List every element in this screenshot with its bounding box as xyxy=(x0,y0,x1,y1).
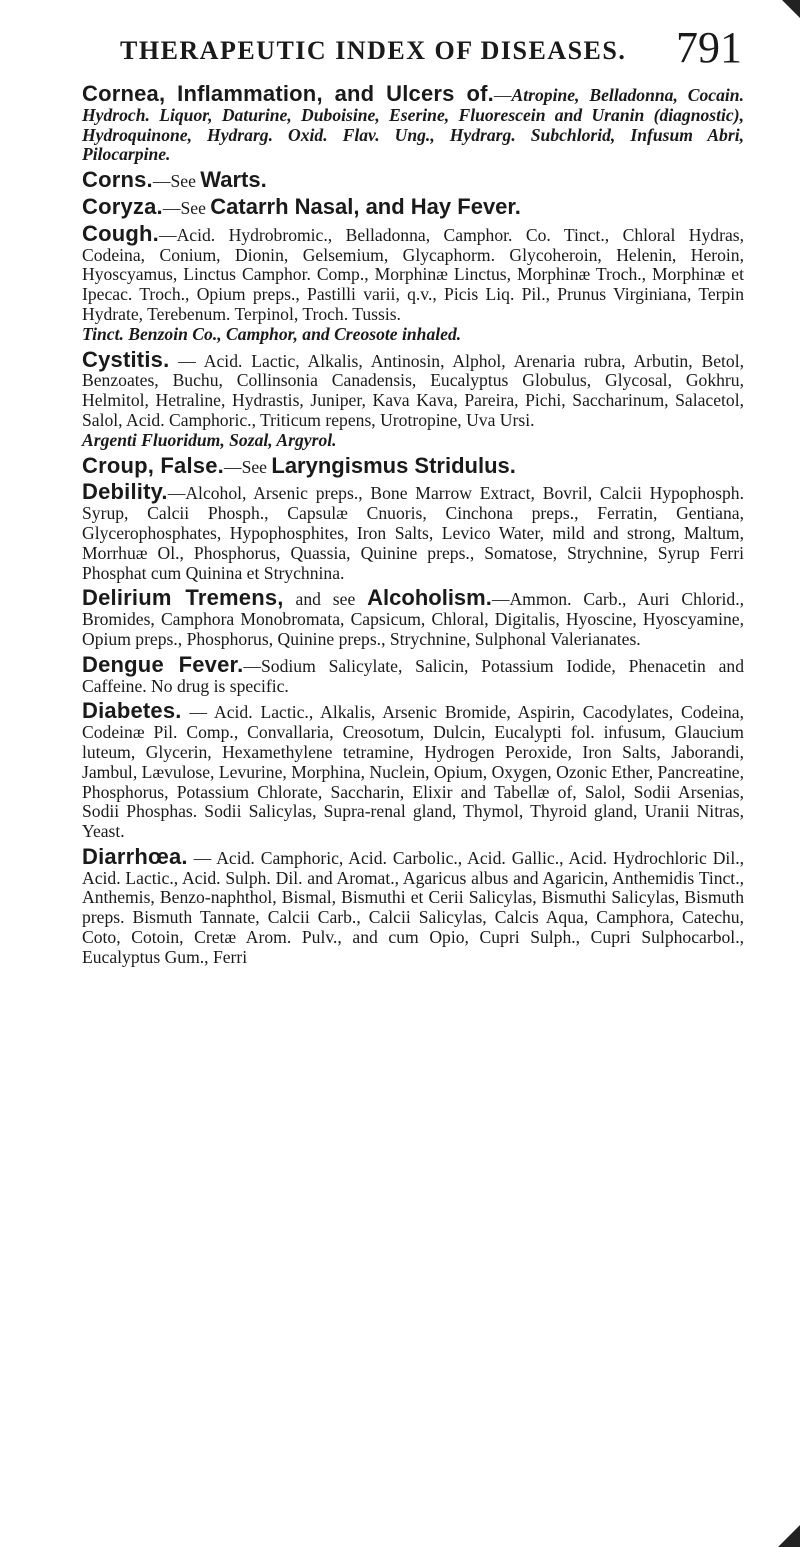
entry-term: Diabetes. xyxy=(82,698,182,724)
entry-term: Debility. xyxy=(82,479,168,505)
entry-cross-reference: Catarrh Nasal, and Hay Fever. xyxy=(210,193,521,219)
entry-term: Dengue Fever. xyxy=(82,651,244,677)
entry-term: Coryza. xyxy=(82,193,163,219)
entry-croup-false xyxy=(82,452,744,478)
entry-dash: —See xyxy=(152,171,201,192)
entry-diabetes xyxy=(82,698,745,842)
entry-cross-reference: Warts. xyxy=(200,167,267,193)
entry-text: Acid. Hydrobromic., Belladonna, Camphor. Co. Tinct., Chloral Hydras, Codeina, Conium, Dionin, Gelsemium, Glycaphorm. Glycoheroin, Helenin, Heroin, Hyoscyamus, Linctus Camphor. Comp., Morphinæ Linctus, Morphinæ Troch., Morphinæ et Ipecac. Troch., Opium preps., Pastilli varii, q.v., Picis Liq. Pil., Prunus Virginiana, Terpin Hydrate, Terebenum. Terpinol, Troch. Tussis. xyxy=(82,224,744,324)
entry-cough xyxy=(82,220,744,345)
entry-cross-reference: Alcoholism. xyxy=(367,585,492,611)
entry-term: Delirium Tremens, xyxy=(82,585,284,611)
entry-term: Cornea, Inflammation, and Ulcers of. xyxy=(82,81,494,106)
entry-cystitis xyxy=(82,346,744,451)
entry-delirium-tremens xyxy=(82,585,744,649)
entry-dash: —See xyxy=(162,197,211,218)
entry-dengue-fever xyxy=(82,651,744,697)
entry-cross-reference: Laryngismus Stridulus. xyxy=(271,452,516,478)
page-number: 791 xyxy=(676,23,742,72)
entry-dash: — xyxy=(167,483,186,504)
entry-text: Acid. Lactic, Alkalis, Antinosin, Alphol, Arenaria rubra, Arbutin, Betol, Benzoates, Buchu, Collinsonia Canadensis, Eucalyptus Globulus, Glycosal, Gokhru, Helmitol, Hetraline, Hydrastis, Juniper, Kava Kava, Pareira, Pichi, Saccharinum, Salacetol, Salol, Acid. Camphoric., Triticum repens, Urotropine, Uva Ursi. xyxy=(82,350,744,430)
entry-term: Cough. xyxy=(82,220,159,246)
entry-dash: and see xyxy=(283,589,368,610)
entry-text: —Ammon. Carb., Auri Chlorid., Bromides, Camphora Monobromata, Capsicum, Chloral, Digitalis, Hyoscine, Hyoscyamine, Opium preps., Phosphorus, Quinine preps., Strychnine, Sulphonal Valerianates. xyxy=(82,589,744,649)
entry-debility xyxy=(82,479,744,583)
entry-coryza xyxy=(82,193,744,219)
entry-italic-text: Argenti Fluoridum, Sozal, Argyrol. xyxy=(82,429,337,450)
page-header xyxy=(0,22,800,70)
page-corner-mark-top xyxy=(782,0,800,18)
entry-italic-text: Tinct. Benzoin Co., Camphor, and Creosote inhaled. xyxy=(82,323,462,344)
entry-dash: — xyxy=(158,224,177,245)
page-corner-mark-bottom xyxy=(778,1525,800,1547)
entry-term: Diarrhœa. xyxy=(82,843,188,869)
entry-text: Sodium Salicylate, Salicin, Potassium Iodide, Phenacetin and Caffeine. No drug is specific. xyxy=(82,655,744,696)
entry-dash: — xyxy=(181,702,214,723)
entry-term: Corns. xyxy=(82,167,153,193)
entry-italic-text: Atropine, Belladonna, Cocain. Hydroch. Liquor, Daturine, Duboisine, Eserine, Fluorescein and Uranin (diagnostic), Hydroquinone, Hydrarg. Oxid. Flav. Ung., Hydrarg. Subchlorid, Infusum Abri, Pilocarpine. xyxy=(82,85,744,165)
entry-term: Croup, False. xyxy=(82,452,224,478)
running-head: THERAPEUTIC INDEX OF DISEASES. xyxy=(120,36,627,65)
entry-corns xyxy=(82,167,744,193)
entry-dash: — xyxy=(187,847,217,868)
entry-cornea xyxy=(82,81,744,165)
entry-dash: — xyxy=(493,85,512,105)
entry-term: Cystitis. xyxy=(82,346,170,372)
entry-text: Acid. Camphoric, Acid. Carbolic., Acid. Gallic., Acid. Hydrochloric Dil., Acid. Lactic., Acid. Sulph. Dil. and Aromat., Agaricus albus and Agaricin, Anthemidis Tinct., Anthemis, Benzo-naphthol, Bismal, Bismuthi et Cerii Salicylas, Bismuthi Salicylas, Bismuth preps. Bismuth Tannate, Calcii Carb., Calcii Salicylas, Calcis Aqua, Camphora, Catechu, Coto, Cotoin, Cretæ Arom. Pulv., and cum Opio, Cupri Sulph., Cupri Sulphocarbol., Eucalyptus Gum., Ferri xyxy=(82,847,745,967)
entry-text: Acid. Lactic., Alkalis, Arsenic Bromide, Aspirin, Cacodylates, Codeina, Codeinæ Pil. Comp., Convallaria, Creosotum, Dulcin, Eucalypti fol. infusum, Glaucium luteum, Glycerin, Hexamethylene tetramine, Hydrogen Peroxide, Iron Salts, Jaborandi, Jambul, Lævulose, Levurine, Morphina, Nuclein, Opium, Oxygen, Ozonic Ether, Pancreatine, Phosphorus, Potassium Chlorate, Saccharin, Elixir and Tabellæ of, Salol, Sodii Arsenias, Sodii Phosphas. Sodii Salicylas, Supra-renal gland, Thymol, Thyroid gland, Uranii Nitras, Yeast. xyxy=(82,702,745,842)
entry-dash: —See xyxy=(223,456,272,477)
index-entries xyxy=(82,81,745,973)
entry-dash: — xyxy=(243,655,262,676)
entry-dash: — xyxy=(169,350,204,371)
entry-text: Alcohol, Arsenic preps., Bone Marrow Extract, Bovril, Calcii Hypophosph. Syrup, Calcii Phosph., Capsulæ Cnuoris, Cinchona preps., Ferratin, Gentiana, Glycerophosphates, Hypophosphites, Iron Salts, Levico Water, mild and strong, Maltum, Morrhuæ Ol., Phosphorus, Quassia, Quinine preps., Somatose, Strychnine, Syrup Ferri Phosphat cum Quinina et Strychnina. xyxy=(82,483,744,583)
entry-diarrhoea xyxy=(82,843,745,968)
